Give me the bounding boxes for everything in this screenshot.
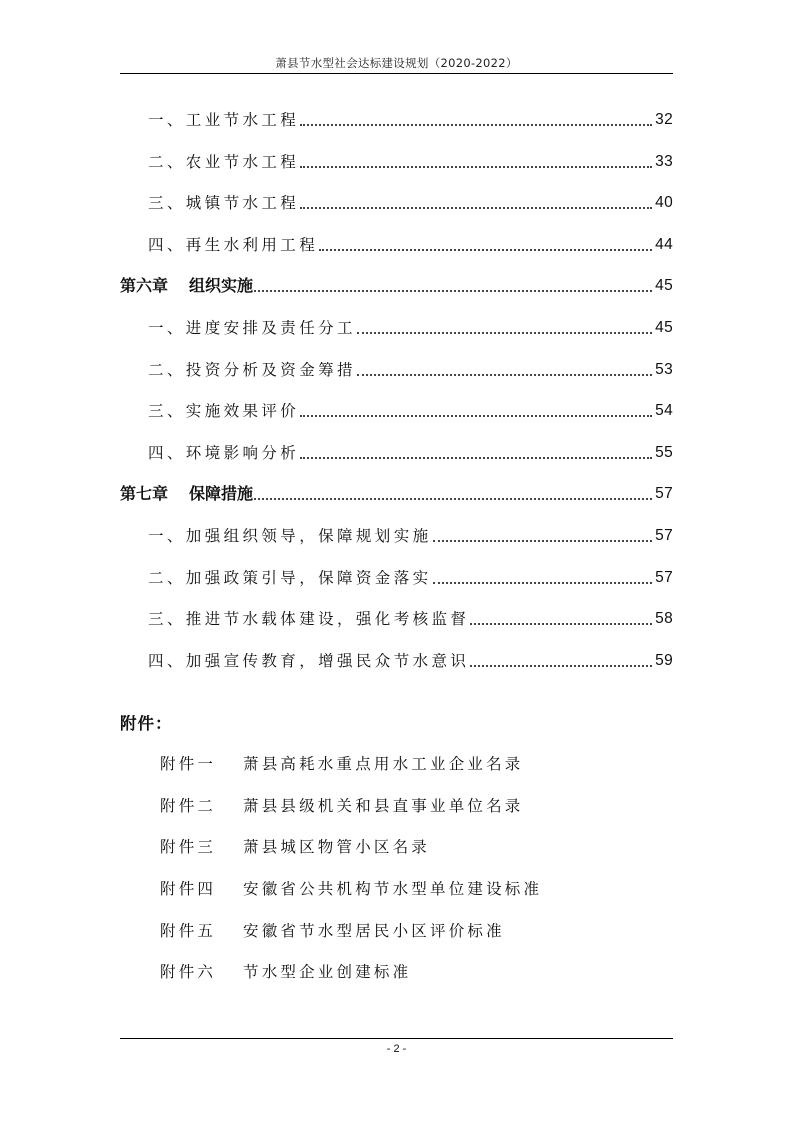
toc-entry[interactable] (0, 314, 793, 338)
chapter-number: 第六章 (120, 276, 169, 295)
toc-page-number: 57 (655, 485, 673, 502)
toc-page-number: 53 (655, 361, 673, 378)
toc-entry[interactable] (0, 564, 793, 588)
toc-entry-label: 四、再生水利用工程 (148, 236, 319, 254)
toc-entry[interactable] (0, 647, 793, 671)
toc-entry[interactable] (0, 231, 793, 255)
appendix-heading: 附件： (120, 714, 173, 733)
appendix-item (160, 833, 430, 857)
appendix-item-label: 附件四 (160, 880, 217, 898)
toc-dot-leader (470, 623, 652, 625)
toc-dot-leader (300, 124, 652, 126)
appendix-item (160, 917, 505, 941)
toc-entry-label: 四、环境影响分析 (148, 444, 300, 462)
toc-dot-leader (300, 207, 652, 209)
toc-dot-leader (470, 665, 652, 667)
toc-page-number: 32 (655, 111, 673, 128)
appendix-item-title: 萧县高耗水重点用水工业企业名录 (243, 755, 524, 773)
toc-chapter-entry[interactable] (0, 480, 793, 504)
toc-page-number: 57 (655, 527, 673, 544)
toc-dot-leader (254, 290, 652, 292)
appendix-item-title: 安徽省公共机构节水型单位建设标准 (243, 880, 543, 898)
toc-entry-label: 三、推进节水载体建设，强化考核监督 (148, 610, 470, 628)
toc-entry-label: 二、农业节水工程 (148, 153, 300, 171)
toc-dot-leader (433, 540, 653, 542)
toc-chapter-label (120, 276, 253, 296)
chapter-title: 保障措施 (189, 484, 254, 503)
toc-page-number: 54 (655, 402, 673, 419)
running-header: 萧县节水型社会达标建设规划（2020-2022） (275, 56, 518, 70)
toc-entry-label: 四、加强宣传教育，增强民众节水意识 (148, 652, 470, 670)
toc-entry[interactable] (0, 522, 793, 546)
toc-entry[interactable] (0, 439, 793, 463)
toc-entry-label: 二、投资分析及资金筹措 (148, 361, 356, 379)
toc-page-number: 45 (655, 277, 673, 294)
appendix-item-label: 附件一 (160, 755, 217, 773)
toc-entry-label: 二、加强政策引导，保障资金落实 (148, 569, 432, 587)
toc-dot-leader (357, 332, 652, 334)
toc-entry[interactable] (0, 189, 793, 213)
toc-page-number: 55 (655, 444, 673, 461)
toc-dot-leader (300, 457, 652, 459)
toc-dot-leader (300, 415, 652, 417)
appendix-item (160, 792, 524, 816)
toc-entry[interactable] (0, 356, 793, 380)
appendix-item-title: 萧县城区物管小区名录 (243, 838, 431, 856)
appendix-item-label: 附件二 (160, 797, 217, 815)
header-divider (120, 73, 673, 74)
toc-page-number: 58 (655, 610, 673, 627)
appendix-item-title: 节水型企业创建标准 (243, 963, 412, 981)
toc-entry-label: 一、进度安排及责任分工 (148, 319, 356, 337)
toc-dot-leader (433, 582, 653, 584)
appendix-item-label: 附件三 (160, 838, 217, 856)
toc-dot-leader (357, 374, 652, 376)
toc-dot-leader (319, 249, 652, 251)
appendix-item (160, 750, 524, 774)
toc-entry-label: 一、工业节水工程 (148, 111, 300, 129)
toc-entry[interactable] (0, 148, 793, 172)
appendix-item-label: 附件六 (160, 963, 217, 981)
page-number-footer: - 2 - (386, 1043, 407, 1055)
toc-dot-leader (300, 166, 652, 168)
chapter-title: 组织实施 (189, 276, 254, 295)
toc-chapter-entry[interactable] (0, 272, 793, 296)
toc-dot-leader (254, 498, 652, 500)
toc-page-number: 57 (655, 569, 673, 586)
toc-entry[interactable] (0, 397, 793, 421)
appendix-item-label: 附件五 (160, 922, 217, 940)
toc-entry-label: 一、加强组织领导，保障规划实施 (148, 527, 432, 545)
toc-entry[interactable] (0, 106, 793, 130)
chapter-number: 第七章 (120, 484, 169, 503)
toc-entry-label: 三、城镇节水工程 (148, 194, 300, 212)
toc-entry[interactable] (0, 605, 793, 629)
toc-chapter-label (120, 484, 253, 504)
appendix-item-title: 萧县县级机关和县直事业单位名录 (243, 797, 524, 815)
appendix-item (160, 875, 542, 899)
toc-page-number: 59 (655, 652, 673, 669)
appendix-item (160, 958, 411, 982)
toc-page-number: 40 (655, 194, 673, 211)
appendix-item-title: 安徽省节水型居民小区评价标准 (243, 922, 505, 940)
toc-page-number: 45 (655, 319, 673, 336)
toc-page-number: 44 (655, 236, 673, 253)
footer-divider (120, 1038, 673, 1039)
toc-entry-label: 三、实施效果评价 (148, 402, 300, 420)
toc-page-number: 33 (655, 153, 673, 170)
